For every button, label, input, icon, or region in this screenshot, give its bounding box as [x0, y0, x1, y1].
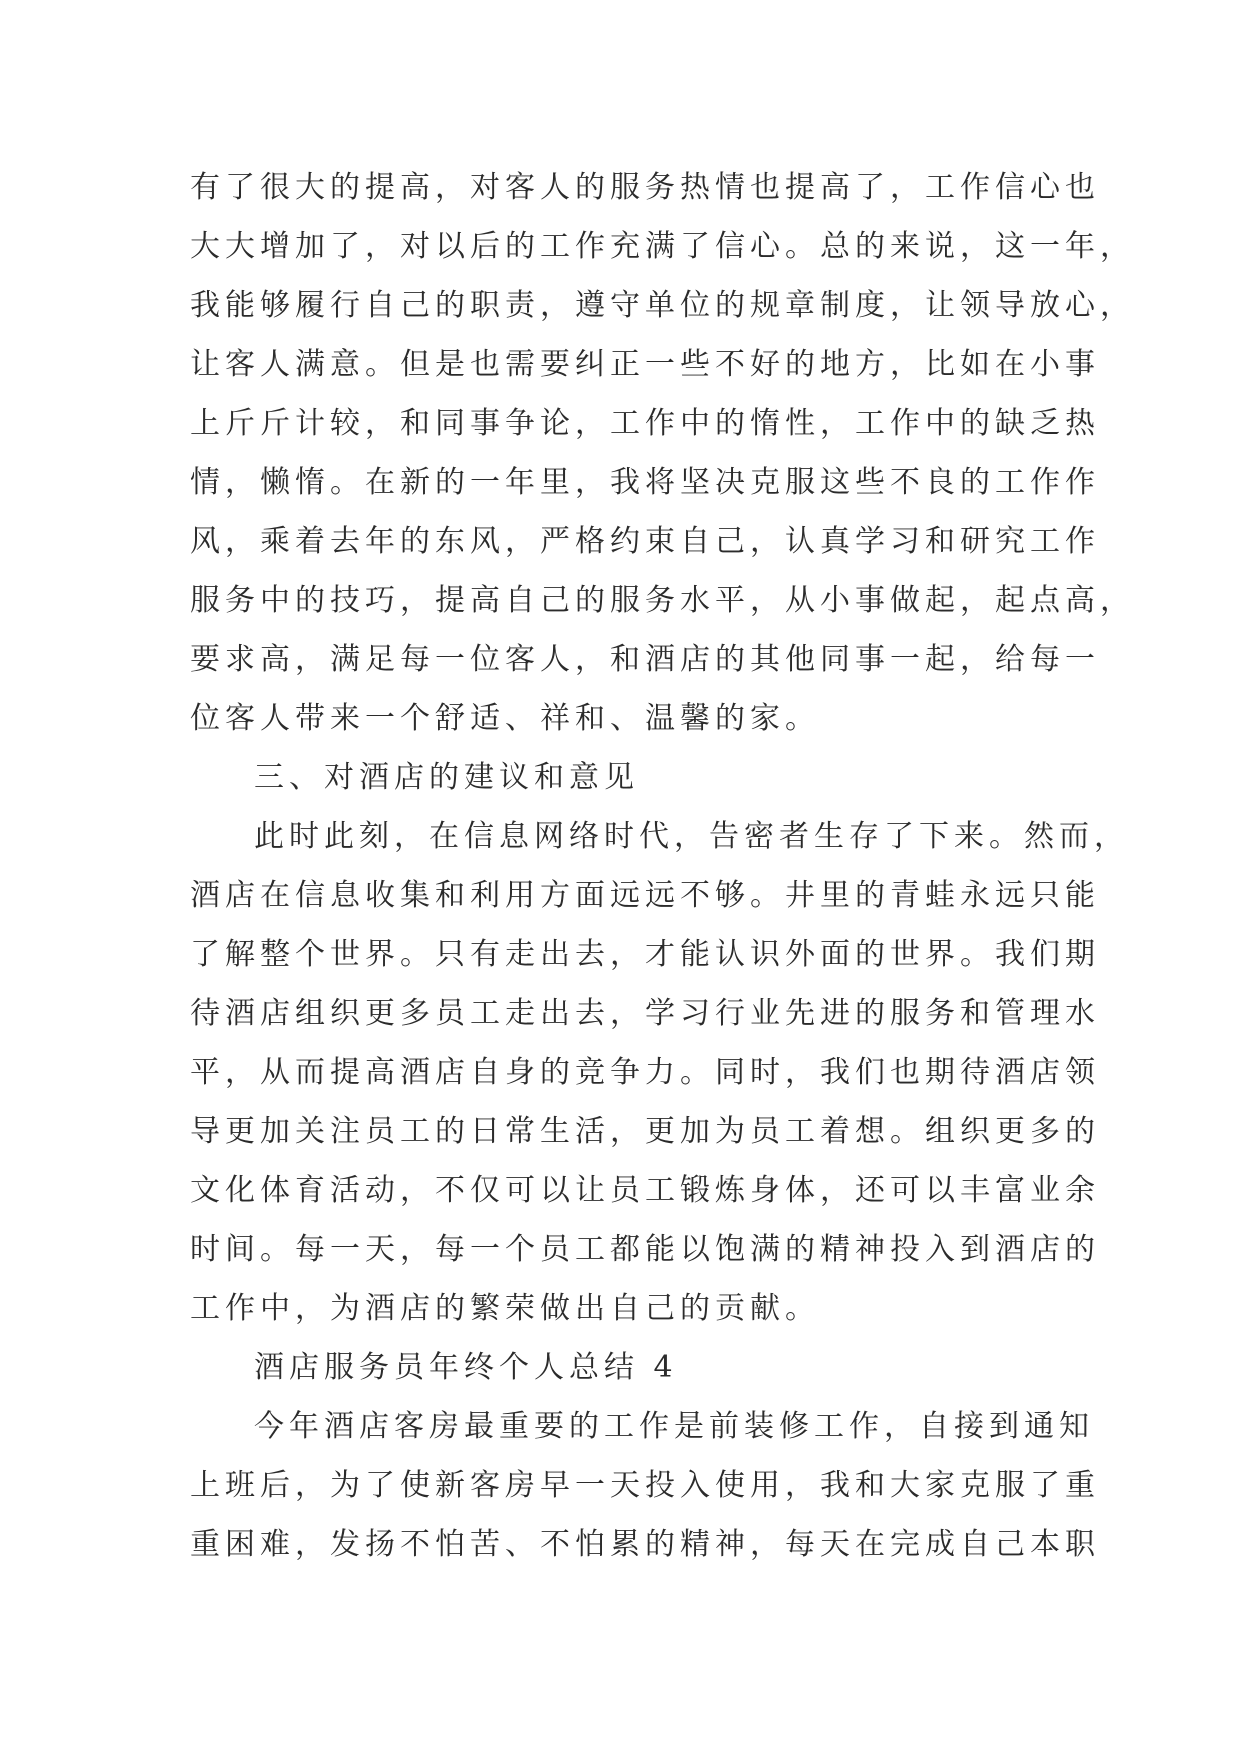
text-line: 服务中的技巧，提高自己的服务水平，从小事做起，起点高， — [190, 583, 1135, 618]
text-line: 大大增加了，对以后的工作充满了信心。总的来说，这一年， — [190, 229, 1135, 264]
text-line: 重困难，发扬不怕苦、不怕累的精神，每天在完成自己本职 — [190, 1527, 1100, 1562]
paragraph-renovation — [190, 1397, 1100, 1574]
text-line: 工作中，为酒店的繁荣做出自己的贡献。 — [190, 1291, 820, 1326]
text-line: 平，从而提高酒店自身的竞争力。同时，我们也期待酒店领 — [190, 1055, 1100, 1090]
text-line: 了解整个世界。只有走出去，才能认识外面的世界。我们期 — [190, 937, 1100, 972]
text-line: 此时此刻，在信息网络时代，告密者生存了下来。然而， — [254, 819, 1129, 854]
text-line: 风，乘着去年的东风，严格约束自己，认真学习和研究工作 — [190, 524, 1100, 559]
text-line: 酒店在信息收集和利用方面远远不够。井里的青蛙永远只能 — [190, 878, 1100, 913]
text-line: 情，懒惰。在新的一年里，我将坚决克服这些不良的工作作 — [190, 465, 1100, 500]
section-heading: 三、对酒店的建议和意见 — [254, 760, 639, 795]
text-line: 要求高，满足每一位客人，和酒店的其他同事一起，给每一 — [190, 642, 1100, 677]
text-line: 待酒店组织更多员工走出去，学习行业先进的服务和管理水 — [190, 996, 1100, 1031]
article-title: 酒店服务员年终个人总结 4 — [254, 1350, 678, 1385]
document-page — [190, 158, 1135, 1574]
text-line: 上斤斤计较，和同事争论，工作中的惰性，工作中的缺乏热 — [190, 406, 1100, 441]
paragraph-suggestions — [190, 807, 1129, 1338]
text-line: 有了很大的提高，对客人的服务热情也提高了，工作信心也 — [190, 170, 1100, 205]
text-line: 上班后，为了使新客房早一天投入使用，我和大家克服了重 — [190, 1468, 1100, 1503]
text-line: 今年酒店客房最重要的工作是前装修工作，自接到通知 — [254, 1409, 1094, 1444]
paragraph-continued — [190, 158, 1135, 748]
text-line: 时间。每一天，每一个员工都能以饱满的精神投入到酒店的 — [190, 1232, 1100, 1267]
text-line: 我能够履行自己的职责，遵守单位的规章制度，让领导放心， — [190, 288, 1135, 323]
text-line: 位客人带来一个舒适、祥和、温馨的家。 — [190, 701, 820, 736]
text-line: 导更加关注员工的日常生活，更加为员工着想。组织更多的 — [190, 1114, 1100, 1149]
text-line: 让客人满意。但是也需要纠正一些不好的地方，比如在小事 — [190, 347, 1100, 382]
text-line: 文化体育活动，不仅可以让员工锻炼身体，还可以丰富业余 — [190, 1173, 1100, 1208]
